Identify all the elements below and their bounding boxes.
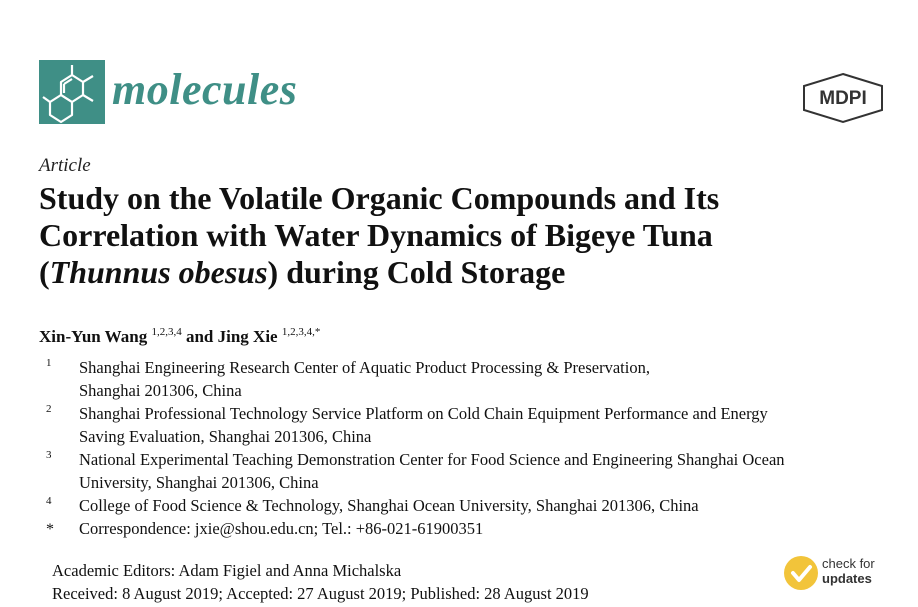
affiliation-line: National Experimental Teaching Demonstration Center for Food Science and Engineering Shanghai Ocean xyxy=(79,450,785,469)
author-connector: and xyxy=(185,327,214,346)
article-type: Article xyxy=(39,155,91,176)
affiliation-number: 4 xyxy=(46,495,52,507)
author-name[interactable]: Xin-Yun Wang xyxy=(39,327,148,346)
affiliation-line: Shanghai Engineering Research Center of Aquatic Product Processing & Preservation, xyxy=(79,358,650,377)
academic-editors: Academic Editors: Adam Figiel and Anna Michalska xyxy=(52,561,402,580)
affiliation-number: 1 xyxy=(46,357,52,369)
updates-label-line-2: updates xyxy=(822,571,872,586)
correspondence-marker: * xyxy=(46,521,54,538)
publication-dates: Received: 8 August 2019; Accepted: 27 August 2019; Published: 28 August 2019 xyxy=(52,584,589,603)
author-list xyxy=(39,321,320,348)
title-line-3 xyxy=(39,254,889,291)
affiliation-item xyxy=(46,402,896,448)
publisher-logo-icon xyxy=(800,72,886,124)
check-for-updates-button[interactable] xyxy=(784,556,896,592)
publisher-name: MDPI xyxy=(819,88,867,109)
affiliation-item xyxy=(46,494,896,517)
correspondence-line[interactable]: Correspondence: jxie@shou.edu.cn; Tel.: +86-021-61900351 xyxy=(79,519,484,538)
affiliation-line: Shanghai Professional Technology Service Platform on Cold Chain Equipment Performance and Energy xyxy=(79,404,768,423)
affiliation-line: College of Food Science & Technology, Shanghai Ocean University, Shanghai 201306, China xyxy=(79,496,699,515)
title-line-3-rest: ) during Cold Storage xyxy=(267,254,566,290)
checkmark-icon xyxy=(784,556,818,590)
author-name[interactable]: Jing Xie xyxy=(217,327,278,346)
updates-label-line-1: check for xyxy=(822,556,875,571)
affiliation-item xyxy=(46,448,896,494)
affiliation-number: 2 xyxy=(46,403,52,415)
title-line-1: Study on the Volatile Organic Compounds and Its xyxy=(39,180,720,216)
journal-name: molecules xyxy=(112,65,298,114)
title-paren-open: ( xyxy=(39,254,50,290)
affiliation-line: Shanghai 201306, China xyxy=(79,381,242,400)
article-title xyxy=(39,180,889,291)
affiliation-number: 3 xyxy=(46,449,52,461)
author-affiliations: 1,2,3,4,* xyxy=(281,326,321,338)
affiliation-line: Saving Evaluation, Shanghai 201306, China xyxy=(79,427,372,446)
journal-logo-icon xyxy=(39,60,105,124)
author-affiliations: 1,2,3,4 xyxy=(151,326,182,338)
affiliation-item xyxy=(46,356,896,402)
correspondence-item xyxy=(46,517,896,540)
species-name: Thunnus obesus xyxy=(49,254,268,290)
title-line-2: Correlation with Water Dynamics of Bigeye Tuna xyxy=(39,217,713,253)
affiliation-list xyxy=(46,356,896,540)
affiliation-line: University, Shanghai 201306, China xyxy=(79,473,319,492)
